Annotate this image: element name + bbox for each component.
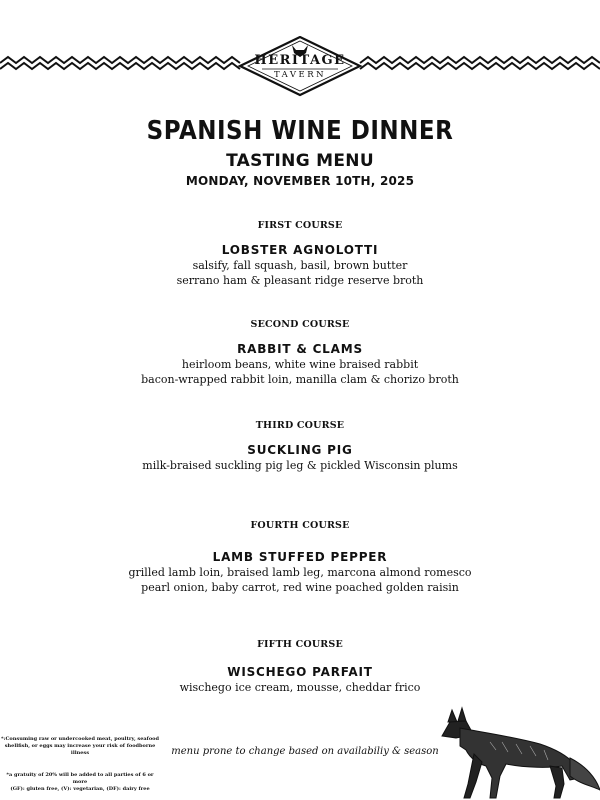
logo-brand-subname: TAVERN <box>273 70 327 80</box>
dish-description: milk-braised suckling pig leg & pickled Wisconsin plums <box>142 459 458 472</box>
dish-name: RABBIT & CLAMS <box>237 342 363 356</box>
dish-name: LOBSTER AGNOLOTTI <box>221 243 379 257</box>
course-label: FIFTH COURSE <box>257 639 343 650</box>
course-fifth <box>0 638 600 695</box>
course-first <box>0 219 600 288</box>
course-label: SECOND COURSE <box>250 319 350 330</box>
dish-description: wischego ice cream, mousse, cheddar frico <box>179 681 421 694</box>
dish-description: heirloom beans, white wine braised rabbit <box>181 358 419 371</box>
course-label: FOURTH COURSE <box>250 520 350 531</box>
course-label: FIRST COURSE <box>257 220 343 231</box>
dish-description: salsify, fall squash, basil, brown butter <box>192 259 408 272</box>
food-safety-disclaimer: *:Consuming raw or undercooked meat, poultry, seafood shellfish, or eggs may increase your risk of foodborne illness <box>0 736 159 756</box>
course-second <box>0 318 600 387</box>
dish-description: serrano ham & pleasant ridge reserve broth <box>176 274 424 287</box>
gratuity-line: *a gratuity of 20% will be added to all parties of 6 or more <box>6 772 154 785</box>
dietary-legend: (GF): gluten free, (V): vegetarian, (DF): dairy free <box>10 786 150 792</box>
dish-description: pearl onion, baby carrot, red wine poached golden raisin <box>141 581 459 594</box>
event-date: MONDAY, NOVEMBER 10TH, 2025 <box>185 174 415 188</box>
course-third <box>0 419 600 473</box>
logo-brand-name: HERITAGE <box>254 53 346 68</box>
page-subtitle: TASTING MENU <box>226 151 374 171</box>
dish-description: bacon-wrapped rabbit loin, manilla clam & chorizo broth <box>141 373 459 386</box>
fox-icon <box>430 706 600 800</box>
dish-description: grilled lamb loin, braised lamb leg, marcona almond romesco <box>128 566 472 579</box>
menu-change-note: menu prone to change based on availabiliy & season <box>171 746 439 757</box>
gratuity-note <box>0 772 160 793</box>
dish-name: SUCKLING PIG <box>247 443 353 457</box>
dish-name: WISCHEGO PARFAIT <box>227 665 373 679</box>
course-label: THIRD COURSE <box>255 420 345 431</box>
course-fourth <box>0 519 600 595</box>
page-title: SPANISH WINE DINNER <box>146 116 454 146</box>
dish-name: LAMB STUFFED PEPPER <box>212 550 388 564</box>
